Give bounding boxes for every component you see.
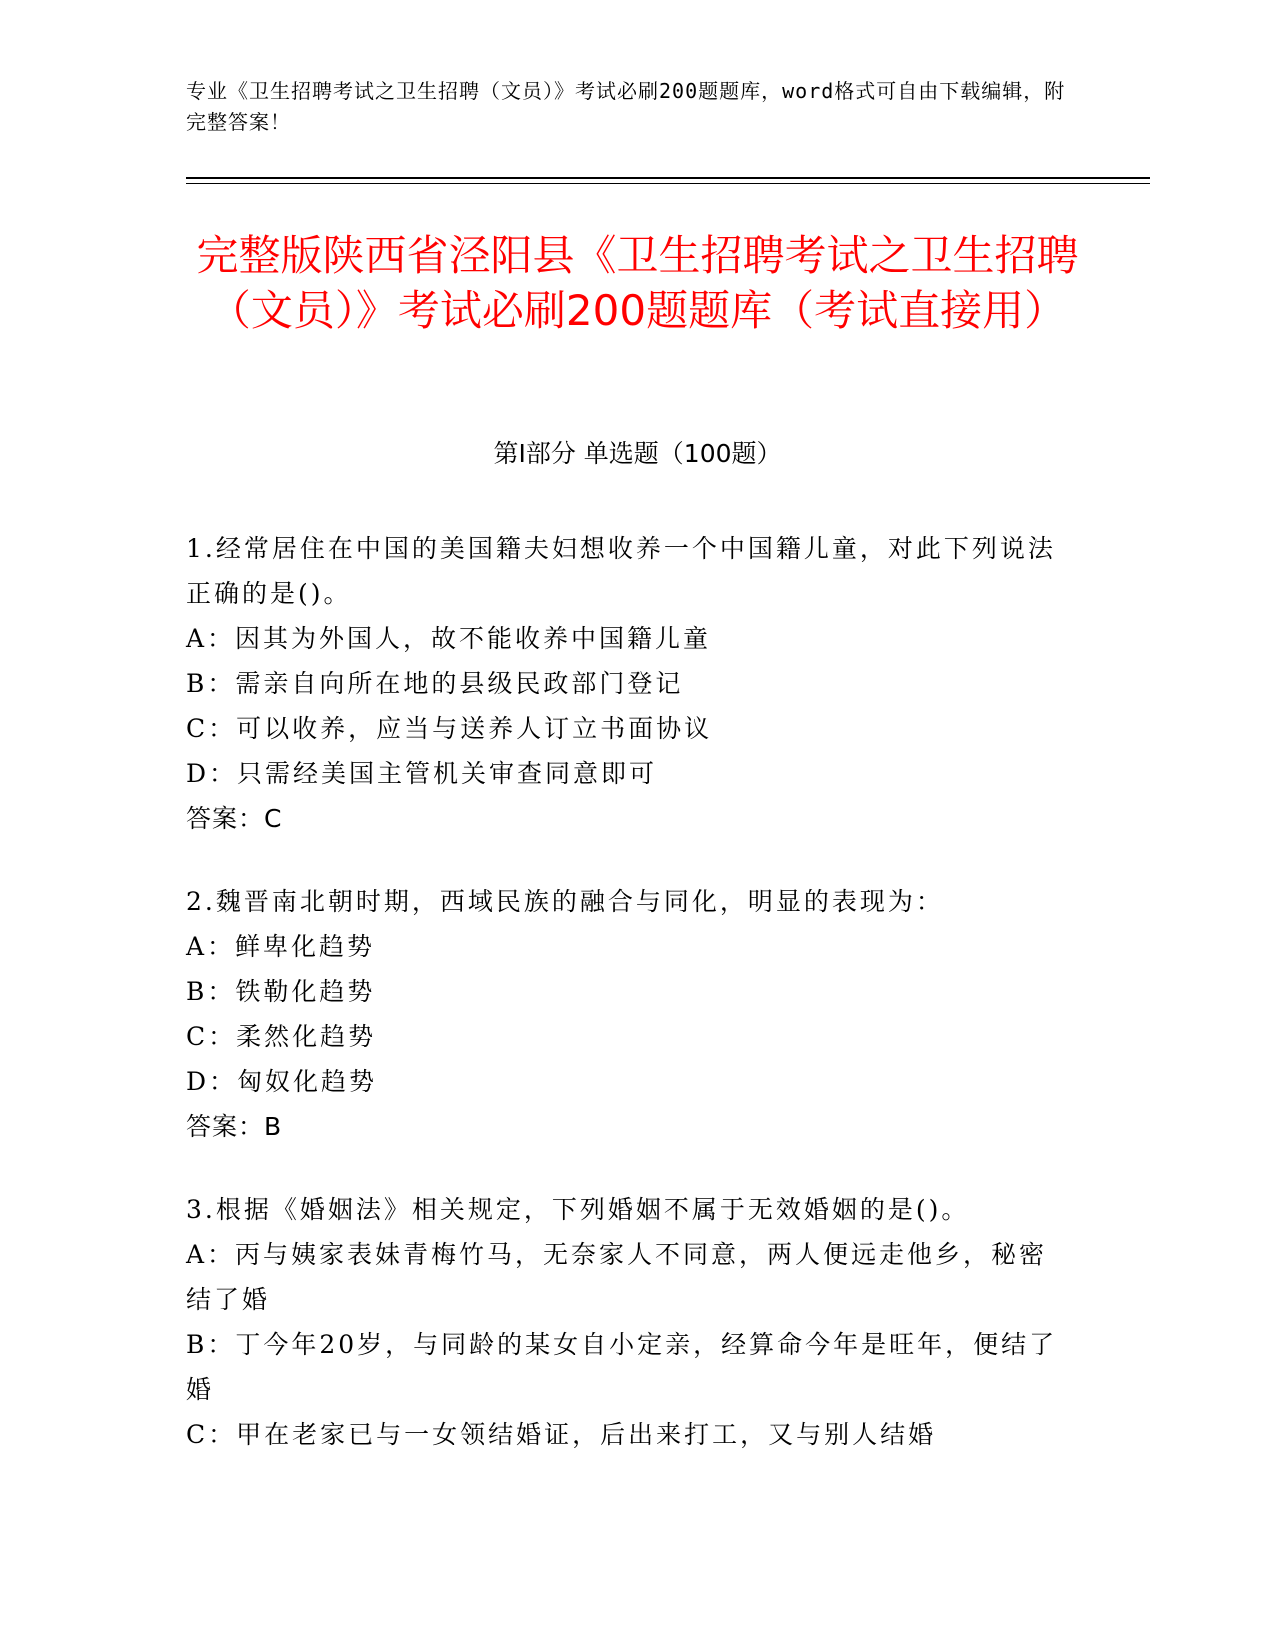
option-a: A：鲜卑化趋势: [186, 932, 376, 961]
header-note: 专业《卫生招聘考试之卫生招聘（文员）》考试必刷200题题库，word格式可自由下载编辑，附完整答案！: [186, 79, 1066, 134]
option-d: D：只需经美国主管机关审查同意即可: [186, 759, 658, 788]
question-1: [186, 526, 1066, 841]
option-c: C：甲在老家已与一女领结婚证，后出来打工，又与别人结婚: [186, 1420, 937, 1449]
option-c: C：可以收养，应当与送养人订立书面协议: [186, 714, 713, 743]
option-d: D：匈奴化趋势: [186, 1067, 378, 1096]
section-heading: 第Ⅰ部分 单选题（100题）: [493, 439, 782, 468]
option-b: B：需亲自向所在地的县级民政部门登记: [186, 669, 684, 698]
option-b: B：丁今年20岁，与同龄的某女自小定亲，经算命今年是旺年，便结了婚: [186, 1330, 1058, 1404]
answer-line: 答案：B: [186, 1112, 283, 1141]
option-c: C：柔然化趋势: [186, 1022, 377, 1051]
option-a: A：因其为外国人，故不能收养中国籍儿童: [186, 624, 712, 653]
answer-line: 答案：C: [186, 804, 283, 833]
question-stem: 3.根据《婚姻法》相关规定，下列婚姻不属于无效婚姻的是()。: [186, 1195, 970, 1224]
option-b: B：铁勒化趋势: [186, 977, 376, 1006]
question-list: [186, 526, 1066, 1495]
question-3: [186, 1187, 1066, 1457]
question-2: [186, 879, 1066, 1149]
question-stem: 2.魏晋南北朝时期，西域民族的融合与同化，明显的表现为：: [186, 887, 944, 916]
header-rule-thick: [186, 177, 1150, 179]
header-rule-thin: [186, 183, 1150, 184]
option-a: A：丙与姨家表妹青梅竹马，无奈家人不同意，两人便远走他乡，秘密结了婚: [186, 1240, 1048, 1314]
document-title: 完整版陕西省泾阳县《卫生招聘考试之卫生招聘（文员）》考试必刷200题题库（考试直接用）: [196, 231, 1079, 335]
question-stem: 1.经常居住在中国的美国籍夫妇想收养一个中国籍儿童，对此下列说法正确的是()。: [186, 534, 1056, 608]
